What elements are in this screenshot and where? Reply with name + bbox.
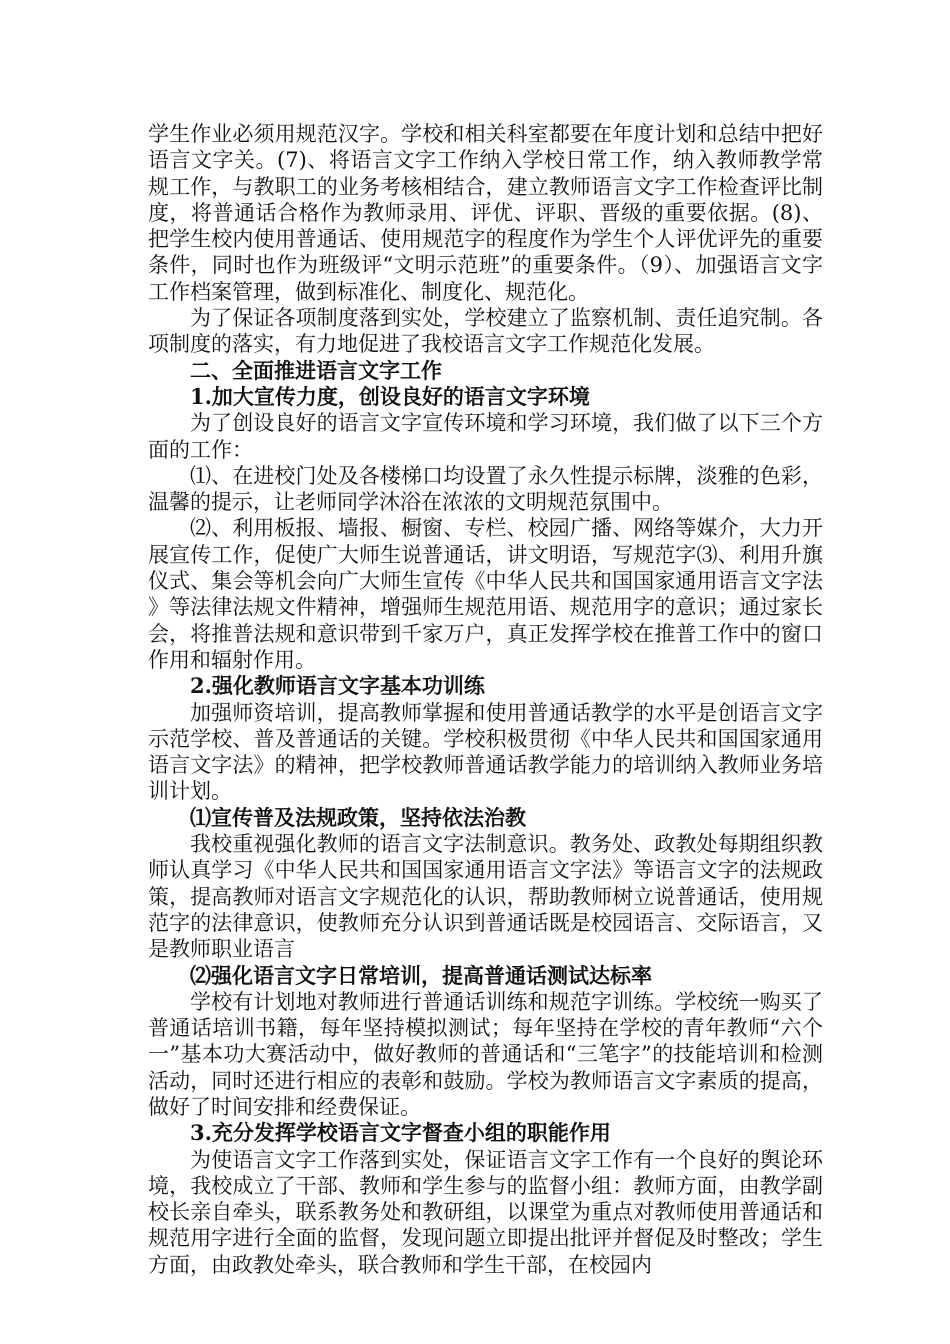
section-heading: ⑴宣传普及法规政策，坚持依法治教 xyxy=(190,804,526,830)
body-paragraph: 我校重视强化教师的语言文字法制意识。教务处、政教处每期组织教师认真学习《中华人民共和国国家通用语言文字法》等语言文字的法规政策，提高教师对语言文字规范化的认识，帮助教师树立说普通话，使用规范字的法律意识，使教师充分认识到普通话既是校园语言、交际语言，又是教师职业语言 xyxy=(148,832,823,962)
body-paragraph: 为了创设良好的语言文字宣传环境和学习环境，我们做了以下三个方面的工作： xyxy=(148,411,823,462)
section-heading: ⑵强化语言文字日常培训，提高普通话测试达标率 xyxy=(190,962,652,988)
body-paragraph: 加强师资培训，提高教师掌握和使用普通话教学的水平是创语言文字示范学校、普及普通话的关键。学校积极贯彻《中华人民共和国国家通用语言文字法》的精神，把学校教师普通话教学能力的培训纳入教师业务培训计划。 xyxy=(148,700,823,804)
section-heading: 2.强化教师语言文字基本功训练 xyxy=(190,673,485,699)
body-paragraph: ⑴、在进校门处及各楼梯口均设置了永久性提示标牌，淡雅的色彩，温馨的提示，让老师同学沐浴在浓浓的文明规范氛围中。 xyxy=(148,463,823,515)
body-paragraph: 学校有计划地对教师进行普通话训练和规范字训练。学校统一购买了普通话培训书籍，每年坚持模拟测试；每年坚持在学校的青年教师“六个一”基本功大赛活动中，做好教师的普通话和“三笔字”的技能培训和检测活动，同时还进行相应的表彰和鼓励。学校为教师语言文字素质的提高，做好了时间安排和经费保证。 xyxy=(148,989,823,1119)
body-paragraph: 为了保证各项制度落到实处，学校建立了监察机制、责任追究制。各项制度的落实，有力地促进了我校语言文字工作规范化发展。 xyxy=(148,306,823,357)
section-heading: 3.充分发挥学校语言文字督查小组的职能作用 xyxy=(190,1120,611,1146)
section-heading: 1.加大宣传力度，创设良好的语言文字环境 xyxy=(190,383,590,409)
body-paragraph: 为使语言文字工作落到实处，保证语言文字工作有一个良好的舆论环境，我校成立了干部、教师和学生参与的监督小组：教师方面，由教学副校长亲自牵头，联系教务处和教研组，以课堂为重点对教师使用普通话和规范用字进行全面的监督，发现问题立即提出批评并督促及时整改；学生方面，由政教处牵头，联合教师和学生干部，在校园内 xyxy=(148,1147,823,1277)
document-page xyxy=(148,121,823,1278)
section-heading: 二、全面推进语言文字工作 xyxy=(190,357,442,383)
body-paragraph: ⑵、利用板报、墙报、橱窗、专栏、校园广播、网络等媒介，大力开展宣传工作，促使广大师生说普通话，讲文明语，写规范字⑶、利用升旗仪式、集会等机会向广大师生宣传《中华人民共和国国家通用语言文字法》等法律法规文件精神，增强师生规范用语、规范用字的意识；通过家长会，将推普法规和意识带到千家万户，真正发挥学校在推普工作中的窗口作用和辐射作用。 xyxy=(148,516,823,672)
body-paragraph: 学生作业必须用规范汉字。学校和相关科室都要在年度计划和总结中把好语言文字关。(7)、将语言文字工作纳入学校日常工作，纳入教师教学常规工作，与教职工的业务考核相结合，建立教师语言文字工作检查评比制度，将普通话合格作为教师录用、评优、评职、晋级的重要依据。(8)、把学生校内使用普通话、使用规范字的程度作为学生个人评优评先的重要条件，同时也作为班级评“文明示范班”的重要条件。（9）、加强语言文字工作档案管理，做到标准化、制度化、规范化。 xyxy=(148,122,823,304)
